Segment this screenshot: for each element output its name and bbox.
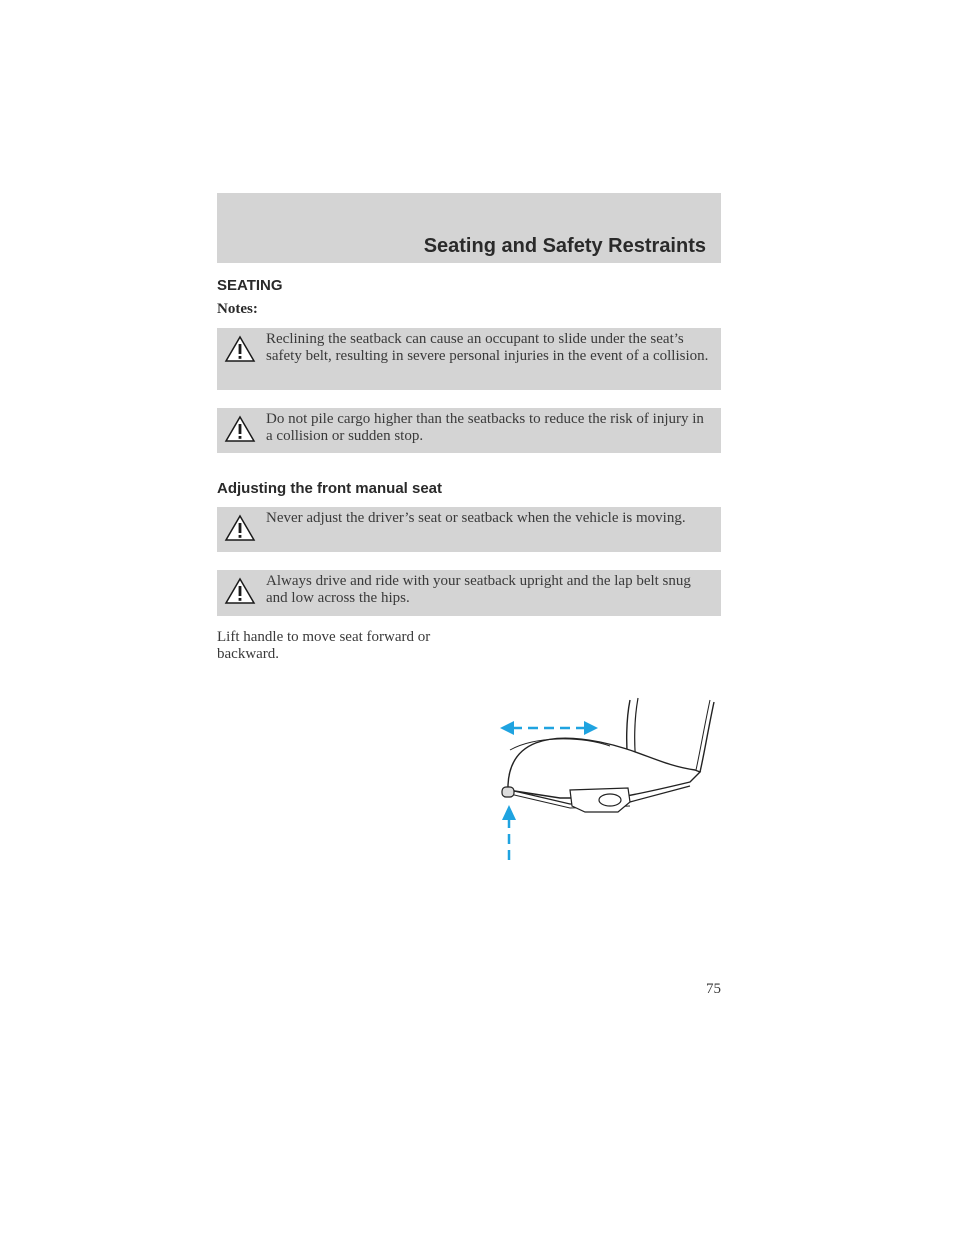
instruction-text: Lift handle to move seat forward or backward. (217, 629, 431, 662)
warning-text: Do not pile cargo higher than the seatbacks to reduce the risk of injury in a collision or sudden stop. (266, 411, 704, 444)
chapter-title: Seating and Safety Restraints (423, 235, 706, 257)
warning-text: Always drive and ride with your seatback upright and the lap belt snug and low across the hips. (266, 573, 691, 606)
subsection-heading: Adjusting the front manual seat (217, 480, 443, 497)
section-heading: SEATING (217, 277, 283, 294)
warning-box-seatback-upright (217, 570, 721, 616)
manual-seat-adjust-illustration (490, 690, 730, 870)
warning-text: Reclining the seatback can cause an occupant to slide under the seat’s safety belt, resulting in severe personal injuries in the event of a collision. (266, 331, 709, 364)
warning-triangle-icon (224, 335, 256, 363)
warning-box-cargo (217, 408, 721, 453)
warning-box-driver-seat (217, 507, 721, 552)
warning-text: Never adjust the driver’s seat or seatback when the vehicle is moving. (266, 510, 686, 526)
warning-triangle-icon (224, 514, 256, 542)
warning-box-recline (217, 328, 721, 390)
warning-triangle-icon (224, 577, 256, 605)
page-number: 75 (706, 981, 721, 997)
warning-triangle-icon (224, 415, 256, 443)
chapter-header-band (217, 193, 721, 263)
notes-label: Notes: (217, 301, 258, 317)
